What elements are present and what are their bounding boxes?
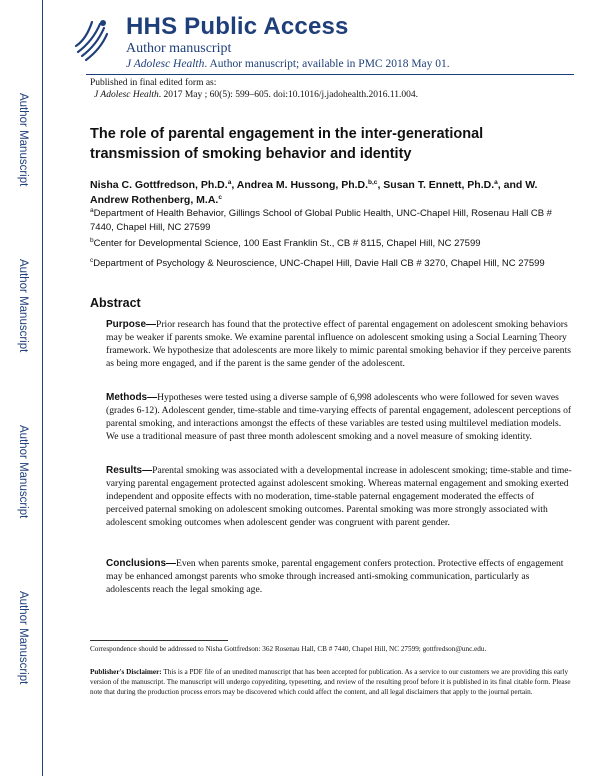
abstract-methods [106, 391, 572, 443]
affiliation-text: Department of Health Behavior, Gillings School of Global Public Health, UNC-Chapel Hill, Rosenau Hall CB # 7440, Chapel Hill, NC 27599 [90, 208, 552, 233]
affiliation-b [90, 237, 574, 251]
author-separator: , and [497, 179, 526, 191]
disclaimer-text: This is a PDF file of an unedited manuscript that has been accepted for publication. As a service to our customers we are providing this early version of the manuscript. The manuscript will undergo copyediting, typesetting, and review of the resulting proof before it is published in its final citable form. Please note that during the production process errors may be discovered which could affect the content, and all legal disclaimers that apply to the journal pertain. [90, 668, 571, 696]
results-label: Results— [106, 465, 153, 476]
header-divider [86, 74, 574, 75]
correspondence-footnote: Correspondence should be addressed to Nisha Gottfredson: 362 Rosenau Hall, CB # 7440, Chapel Hill, NC 27599; gottfredson@unc.edu. [90, 645, 487, 653]
journal-name: J Adolesc Health [126, 58, 205, 70]
hhs-eagle-logo-icon [74, 16, 110, 62]
purpose-label: Purpose— [106, 319, 157, 330]
author-manuscript-subtitle: Author manuscript [126, 41, 232, 56]
affiliation-marker: b [90, 237, 94, 244]
disclaimer-label: Publisher's Disclaimer: [90, 668, 162, 676]
abstract-results [106, 464, 572, 529]
conclusions-label: Conclusions— [106, 558, 177, 569]
affiliation-c [90, 257, 574, 271]
publication-citation [94, 90, 418, 100]
methods-label: Methods— [106, 392, 158, 403]
abstract-heading: Abstract [90, 296, 141, 310]
author-name: Andrea M. Hussong, Ph.D. [236, 179, 369, 191]
citation-details: . 2017 May ; 60(5): 599–605. doi:10.1016/j.jadohealth.2016.11.004. [158, 90, 419, 100]
sidebar-author-manuscript-label: Author Manuscript [17, 93, 29, 187]
abstract-purpose [106, 318, 572, 370]
author-name: Nisha C. Gottfredson, Ph.D. [90, 179, 228, 191]
citation-journal: J Adolesc Health [94, 90, 159, 100]
hhs-public-access-title: HHS Public Access [126, 13, 349, 40]
abstract-conclusions [106, 557, 572, 596]
availability-text: . Author manuscript; available in PMC 2018 May 01. [204, 58, 450, 70]
affiliation-a [90, 207, 574, 235]
author-name: Susan T. Ennett, Ph.D. [383, 179, 495, 191]
author-affiliation-marker: a [227, 179, 232, 186]
sidebar-divider [42, 0, 43, 776]
sidebar-author-manuscript-label: Author Manuscript [17, 425, 29, 519]
purpose-text: Prior research has found that the protective effect of parental engagement on adolescent smoking behaviors may be weaker if parents smoke. We examine parental influence on adolescent smoking using a Social Learning Theory framework. We hypothesize that adolescents are more likely to mimic parental smoking behavior if they perceive parents as being more engaged, and if the parent is the same gender of the adolescent. [106, 319, 571, 370]
affiliation-marker: c [90, 257, 94, 264]
journal-availability-line [126, 58, 450, 70]
footnote-divider [90, 640, 228, 641]
author-separator: , [231, 179, 237, 191]
author-affiliation-marker: a [494, 179, 498, 186]
author-list [90, 178, 572, 207]
author-name: W. Andrew Rothenberg, M.A. [90, 179, 538, 206]
sidebar-author-manuscript-label: Author Manuscript [17, 591, 29, 685]
affiliation-marker: a [90, 207, 94, 214]
affiliation-text: Department of Psychology & Neuroscience, UNC-Chapel Hill, Davie Hall CB # 3270, Chapel Hill, NC 27599 [93, 258, 545, 269]
methods-text: Hypotheses were tested using a diverse sample of 6,998 adolescents who were followed for seven waves (grades 6-12). Adolescent gender, time-stable and time-varying effects of parental engagement, adolescent perceptions of parental smoking, and interactions amongst the effects of these variables are tested using multilevel mediation models. We use a traditional measure of past three month adolescent smoking and a novel measure of smoking identity. [106, 392, 572, 443]
sidebar-author-manuscript-label: Author Manuscript [17, 259, 29, 353]
author-affiliation-marker: c [218, 193, 222, 201]
author-separator: , [377, 179, 384, 191]
affiliation-text: Center for Developmental Science, 100 East Franklin St., CB # 8115, Chapel Hill, NC 27599 [93, 238, 481, 249]
publisher-disclaimer [90, 668, 574, 697]
results-text: Parental smoking was associated with a developmental increase in adolescent smoking; time-stable and time-varying parental engagement protected against adolescent smoking. Whereas maternal engagement and smoking exerted independent and opposite effects with no moderation, time-stable paternal engagement moderated the effects of perceived paternal smoking on adolescent smoking outcomes. Parental smoking was more strongly associated with adolescent smoking outcomes when adolescent gender was congruent with parent gender. [106, 465, 572, 529]
author-affiliation-marker: b,c [368, 179, 378, 186]
paper-title: The role of parental engagement in the inter-generational transmission of smoking behavior and identity [90, 126, 484, 162]
published-label: Published in final edited form as: [90, 78, 217, 88]
conclusions-text: Even when parents smoke, parental engagement confers protection. Protective effects of engagement may be enhanced amongst parents who smoke through increased anti-smoking communication, particularly as adolescents reach the legal smoking age. [106, 558, 564, 596]
